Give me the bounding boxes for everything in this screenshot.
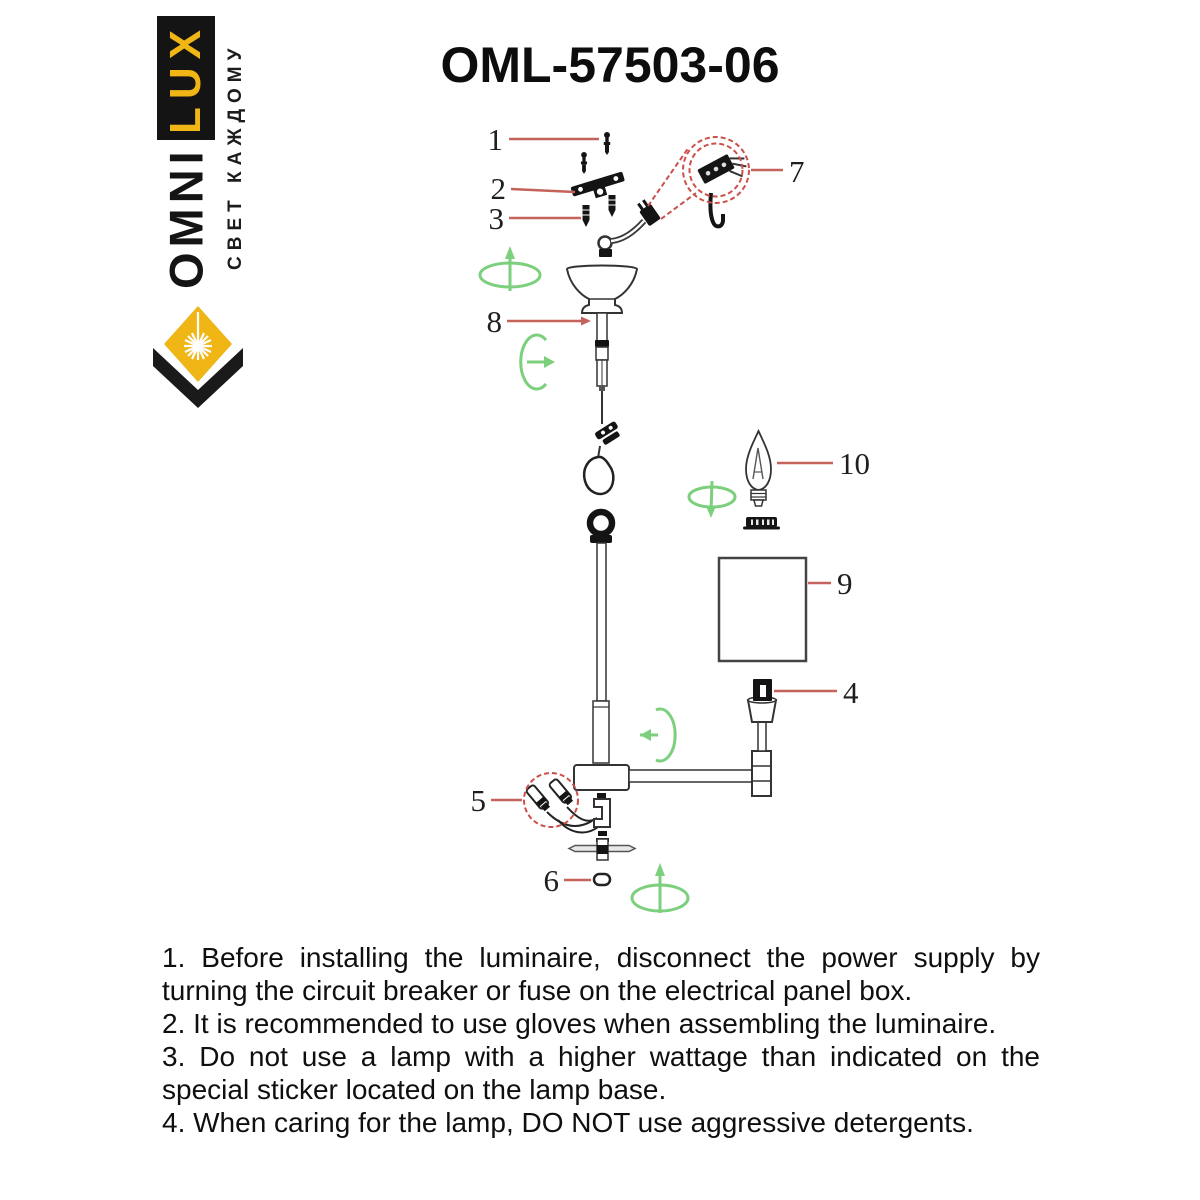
brand-tagline bbox=[221, 14, 251, 298]
lamp-arm bbox=[629, 770, 753, 782]
callout-label-8: 8 bbox=[486, 304, 502, 339]
page-title: OML-57503-06 bbox=[440, 37, 780, 93]
callout-label-5: 5 bbox=[470, 783, 486, 818]
wattage-sticker bbox=[743, 517, 780, 530]
callout-label-6: 6 bbox=[543, 863, 559, 898]
power-cord bbox=[599, 221, 645, 257]
assembly-diagram bbox=[430, 110, 890, 940]
brand-starburst-core bbox=[195, 343, 202, 350]
callout-label-1: 1 bbox=[487, 122, 503, 157]
rotation-arrow-icon bbox=[521, 335, 555, 389]
cable-clamp bbox=[594, 421, 623, 447]
finial-part-6 bbox=[594, 874, 610, 885]
callout-label-3: 3 bbox=[488, 201, 504, 236]
rotation-arrow-icon bbox=[640, 709, 675, 761]
brand-tagline-text: СВЕТ КАЖДОМУ bbox=[225, 42, 246, 270]
brand-lux-wordmark bbox=[157, 16, 215, 140]
rotation-arrow-icon bbox=[632, 863, 688, 913]
brand-lux-text: LUX bbox=[161, 22, 210, 134]
rotation-arrow-icon bbox=[480, 246, 540, 291]
callout-label-10: 10 bbox=[839, 446, 870, 481]
candle-bulb-part-10 bbox=[746, 431, 771, 506]
mounting-bracket-part-2 bbox=[570, 171, 627, 204]
leader-lines bbox=[488, 139, 837, 880]
ceiling-hook bbox=[710, 193, 723, 226]
brand-omni-wordmark bbox=[156, 142, 216, 294]
callout-label-4: 4 bbox=[843, 675, 859, 710]
callout-label-2: 2 bbox=[490, 171, 506, 206]
rotation-arrow-icon bbox=[689, 481, 735, 518]
detail-callout-circle-7 bbox=[648, 137, 749, 219]
leader-arrowhead bbox=[581, 317, 591, 326]
lampshade-part-9 bbox=[719, 558, 806, 661]
callout-label-7: 7 bbox=[789, 154, 805, 189]
instruction-item-1: 1. Before installing the luminaire, disconnect the power supply by turning the circuit breaker or fuse on the electrical panel box. bbox=[162, 942, 1040, 1006]
carabiner-hook bbox=[584, 457, 613, 494]
instruction-item-4: 4. When caring for the lamp, DO NOT use aggressive detergents. bbox=[162, 1107, 974, 1138]
center-hub bbox=[574, 765, 629, 790]
ceiling-canopy-part-8 bbox=[567, 266, 637, 392]
instruction-item-2: 2. It is recommended to use gloves when assembling the luminaire. bbox=[162, 1008, 997, 1039]
callout-label-9: 9 bbox=[837, 566, 853, 601]
socket-assembly-part-4 bbox=[748, 679, 776, 796]
brand-diamond-icon bbox=[148, 298, 252, 414]
wall-anchor-part-3 bbox=[583, 195, 616, 227]
brand-omni-text: OMNI bbox=[159, 146, 213, 290]
hanging-rod bbox=[590, 512, 612, 763]
safety-instructions bbox=[162, 941, 1040, 1139]
instruction-item-3: 3. Do not use a lamp with a higher wattage than indicated on the special sticker located on the lamp base. bbox=[162, 1041, 1040, 1105]
